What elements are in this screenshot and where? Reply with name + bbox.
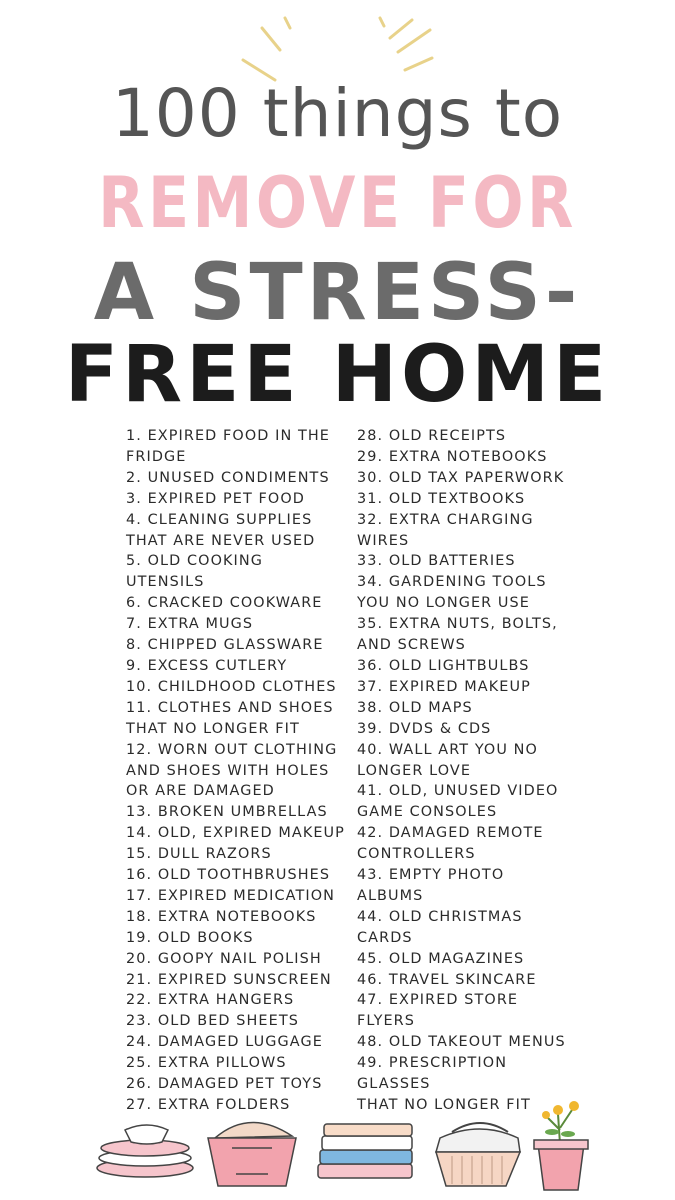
list-item: 7. EXTRA MUGS [126, 616, 254, 633]
list-item: 8. CHIPPED GLASSWARE [126, 637, 324, 654]
folded-towels-icon [318, 1124, 412, 1178]
title-line-3: A STRESS- [93, 248, 582, 338]
list-column-right [357, 426, 572, 1116]
list-item: 37. EXPIRED MAKEUP [357, 678, 531, 695]
list-item: 34. GARDENING TOOLS YOU NO LONGER USE [357, 574, 547, 612]
list-item: 49. PRESCRIPTION GLASSES THAT NO LONGER FIT [357, 1055, 531, 1113]
list-item: 47. EXPIRED STORE FLYERS [357, 992, 519, 1030]
list-item: 22. EXTRA HANGERS [126, 992, 295, 1009]
list-item: 6. CRACKED COOKWARE [126, 595, 323, 612]
list-item: 11. CLOTHES AND SHOES THAT NO LONGER FIT [126, 699, 334, 737]
list-item: 2. UNUSED CONDIMENTS [126, 469, 330, 486]
list-item: 42. DAMAGED REMOTE CONTROLLERS [357, 825, 544, 863]
list-item: 26. DAMAGED PET TOYS [126, 1076, 323, 1093]
list-item: 27. EXTRA FOLDERS [126, 1097, 291, 1113]
potted-flower-icon [534, 1101, 588, 1190]
list-item: 10. CHILDHOOD CLOTHES [126, 678, 337, 695]
title-line-1: 100 things to [111, 75, 564, 152]
list-item: 31. OLD TEXTBOOKS [357, 490, 526, 507]
list-item: 35. EXTRA NUTS, BOLTS, AND SCREWS [357, 616, 558, 654]
list-item: 24. DAMAGED LUGGAGE [126, 1034, 323, 1051]
list-item: 28. OLD RECEIPTS [357, 428, 507, 444]
title-line-4: FREE HOME [64, 330, 611, 420]
list-item: 16. OLD TOOTHBRUSHES [126, 867, 331, 884]
laundry-basket-icon [208, 1122, 296, 1186]
list-item: 3. EXPIRED PET FOOD [126, 490, 305, 507]
list-item: 33. OLD BATTERIES [357, 553, 516, 570]
list-item: 38. OLD MAPS [357, 699, 473, 716]
list-column-left [126, 426, 346, 1116]
iron-icon [436, 1123, 520, 1186]
list-item: 41. OLD, UNUSED VIDEO GAME CONSOLES [357, 783, 559, 821]
list-item: 32. EXTRA CHARGING WIRES [357, 511, 534, 549]
illustrations-strip [0, 1090, 675, 1200]
list-item: 17. EXPIRED MEDICATION [126, 887, 336, 904]
list-item: 30. OLD TAX PAPERWORK [357, 469, 565, 486]
list-item: 9. EXCESS CUTLERY [126, 657, 288, 674]
list-item: 21. EXPIRED SUNSCREEN [126, 971, 332, 988]
list-item: 29. EXTRA NOTEBOOKS [357, 448, 548, 465]
list-item: 36. OLD LIGHTBULBS [357, 657, 530, 674]
list-item: 46. TRAVEL SKINCARE [357, 971, 537, 988]
list-item: 1. EXPIRED FOOD IN THE FRIDGE [126, 428, 330, 465]
list-item: 14. OLD, EXPIRED MAKEUP [126, 825, 345, 842]
list-item: 23. OLD BED SHEETS [126, 1013, 299, 1030]
list-item: 18. EXTRA NOTEBOOKS [126, 908, 317, 925]
list-item: 48. OLD TAKEOUT MENUS [357, 1034, 566, 1051]
list-item: 40. WALL ART YOU NO LONGER LOVE [357, 741, 538, 779]
list-item: 39. DVDS & CDS [357, 720, 492, 737]
title-line-2: REMOVE FOR [98, 162, 577, 244]
list-item: 4. CLEANING SUPPLIES THAT ARE NEVER USED [126, 511, 316, 549]
list-item: 12. WORN OUT CLOTHING AND SHOES WITH HOLES OR ARE DAMAGED [126, 741, 338, 800]
list-item: 20. GOOPY NAIL POLISH [126, 950, 322, 967]
list-item: 15. DULL RAZORS [126, 846, 272, 863]
list-item: 44. OLD CHRISTMAS CARDS [357, 908, 523, 946]
list-item: 45. OLD MAGAZINES [357, 950, 525, 967]
list-item: 13. BROKEN UMBRELLAS [126, 804, 328, 821]
list-item: 43. EMPTY PHOTO ALBUMS [357, 867, 505, 904]
list-item: 19. OLD BOOKS [126, 929, 254, 946]
list-item: 5. OLD COOKING UTENSILS [126, 553, 264, 591]
plates-icon [97, 1125, 193, 1177]
list-item: 25. EXTRA PILLOWS [126, 1055, 287, 1072]
